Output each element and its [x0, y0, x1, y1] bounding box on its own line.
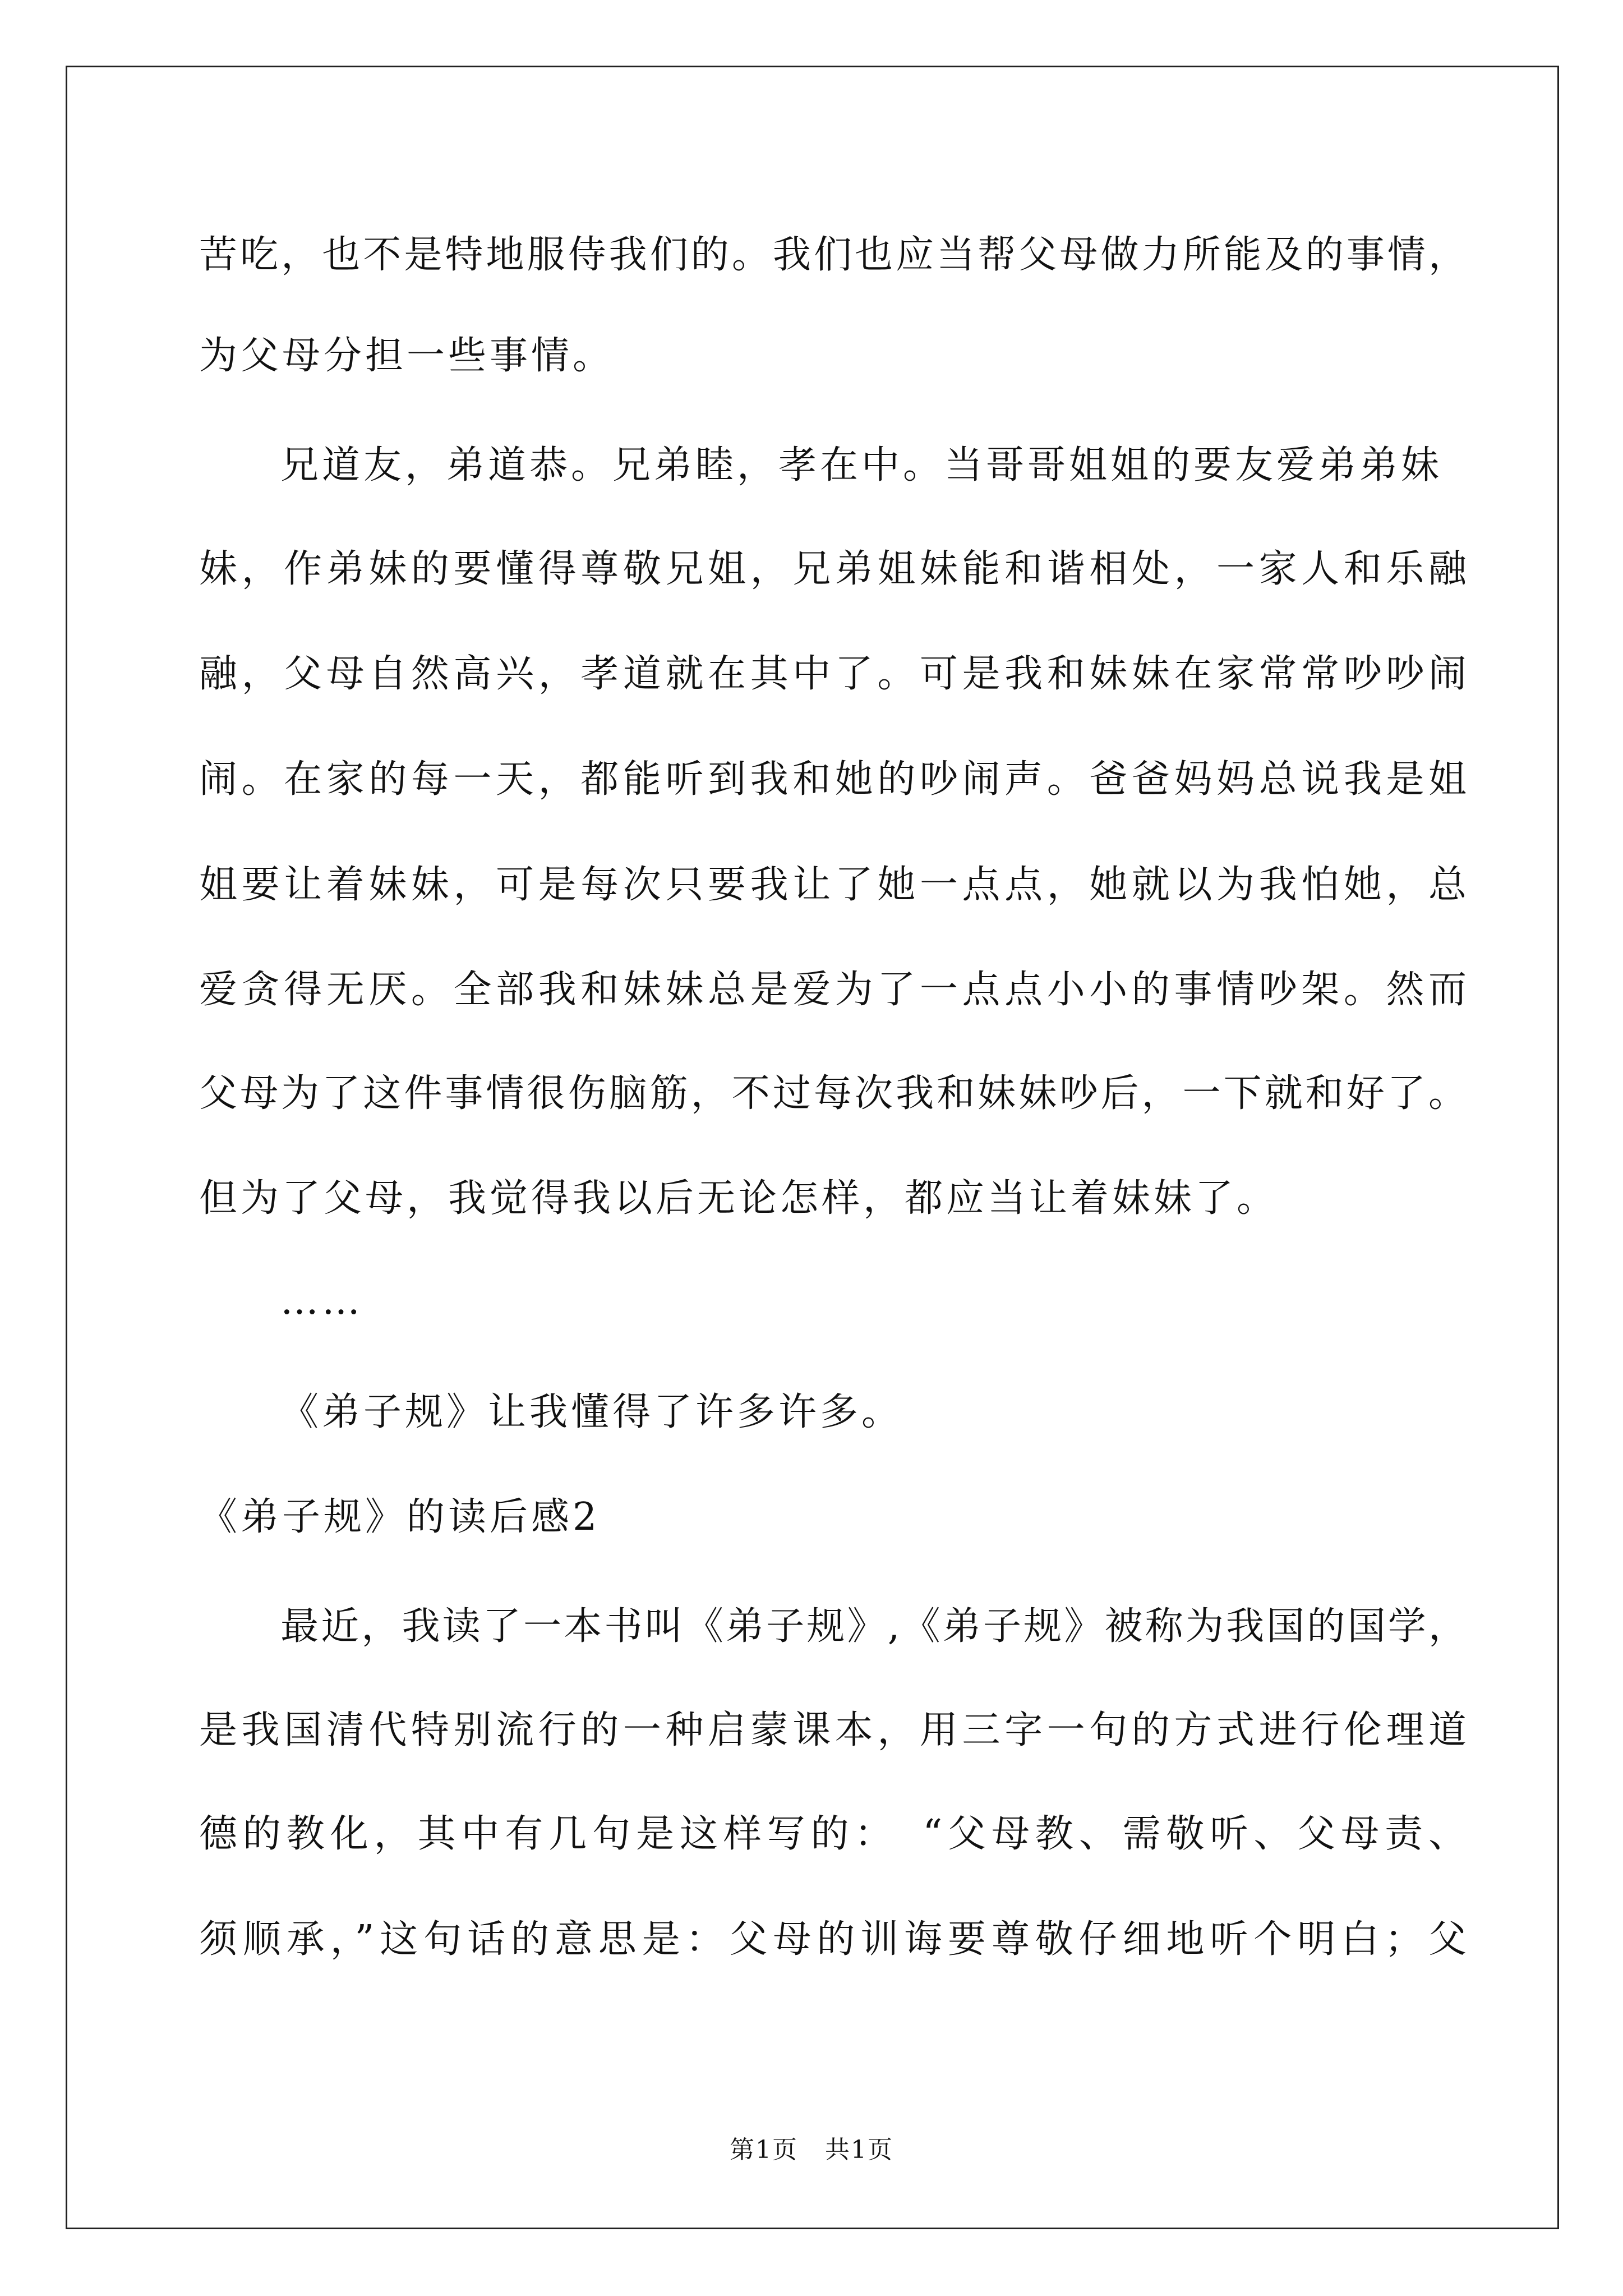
paragraph-line: 最近，我读了一本书叫《弟子规》,《弟子规》被称为我国的国学，	[280, 1604, 1467, 1649]
page-number: 第1页	[730, 2136, 798, 2164]
paragraph-line: 父母为了这件事情很伤脑筋，不过每次我和妹妹吵后，一下就和好了。	[199, 1071, 1467, 1116]
paragraph-line: 融，父母自然高兴，孝道就在其中了。可是我和妹妹在家常常吵吵闹	[199, 652, 1467, 696]
paragraph-line: 德的教化，其中有几句是这样写的： “父母教、需敬听、父母责、	[199, 1812, 1467, 1856]
page-border	[66, 66, 1559, 2229]
paragraph-line: 《弟子规》让我懂得了许多许多。	[280, 1390, 903, 1434]
page-total: 共1页	[825, 2136, 893, 2164]
paragraph-line: 是我国清代特别流行的一种启蒙课本，用三字一句的方式进行伦理道	[199, 1708, 1467, 1752]
paragraph-line: 姐要让着妹妹，可是每次只要我让了她一点点，她就以为我怕她，总	[199, 863, 1467, 907]
ellipsis-line: ……	[280, 1279, 363, 1323]
paragraph-line: 但为了父母，我觉得我以后无论怎样，都应当让着妹妹了。	[199, 1176, 1279, 1221]
paragraph-line: 兄道友，弟道恭。兄弟睦，孝在中。当哥哥姐姐的要友爱弟弟妹	[280, 443, 1443, 487]
paragraph-line: 须顺承，”这句话的意思是：父母的训诲要尊敬仔细地听个明白；父	[199, 1917, 1467, 1962]
paragraph-line: 苦吃，也不是特地服侍我们的。我们也应当帮父母做力所能及的事情，	[199, 233, 1467, 277]
paragraph-line: 妹，作弟妹的要懂得尊敬兄姐，兄弟姐妹能和谐相处，一家人和乐融	[199, 547, 1467, 591]
section-heading: 《弟子规》的读后感2	[199, 1495, 601, 1539]
paragraph-line: 闹。在家的每一天，都能听到我和她的吵闹声。爸爸妈妈总说我是姐	[199, 757, 1467, 802]
paragraph-line: 爱贪得无厌。全部我和妹妹总是爱为了一点点小小的事情吵架。然而	[199, 968, 1467, 1012]
page-footer	[0, 2134, 1623, 2166]
paragraph-line: 为父母分担一些事情。	[199, 334, 615, 378]
